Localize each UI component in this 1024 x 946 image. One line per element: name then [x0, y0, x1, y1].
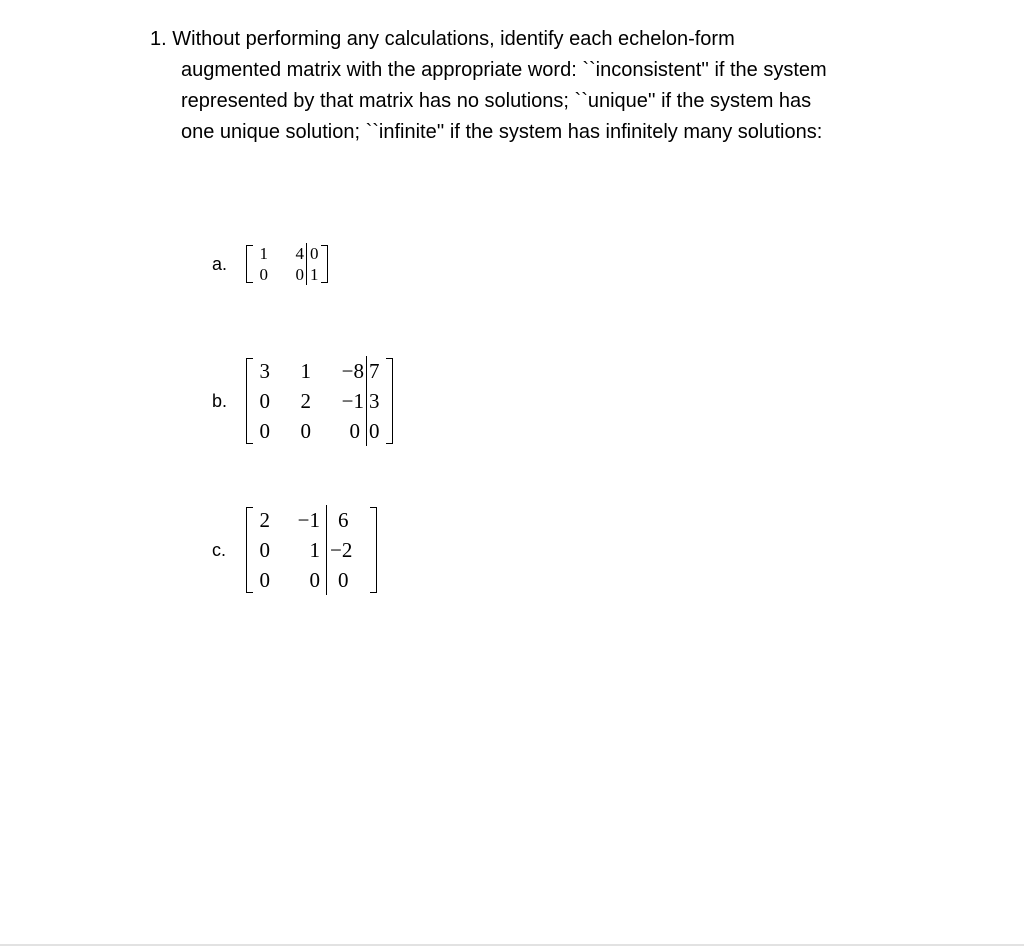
matrix-cell: 0: [295, 265, 304, 284]
matrix-cell: −2: [326, 535, 368, 565]
matrix-cell: 2: [259, 508, 270, 532]
matrix-left-bracket: [246, 358, 253, 444]
matrix-cell: 7: [366, 356, 384, 386]
matrix-cell: 0: [309, 568, 320, 592]
matrix-cell: 4: [295, 244, 304, 263]
question-text-line: represented by that matrix has no solutions; ``unique'' if the system has: [181, 90, 812, 112]
matrix-cell: 0: [366, 416, 384, 446]
matrix-cell: 0: [326, 565, 368, 595]
matrix-cell: −1: [341, 389, 364, 413]
part-label: c.: [212, 539, 227, 560]
matrix-cell: −1: [297, 508, 320, 532]
question-text-line: one unique solution; ``infinite'' if the system has infinitely many solutions:: [181, 121, 823, 143]
augmented-matrix-b: [246, 356, 393, 446]
matrix-right-bracket: [321, 245, 328, 283]
matrix-cell: 0: [259, 538, 270, 562]
matrix-cell: 3: [366, 386, 384, 416]
matrix-left-bracket: [246, 507, 253, 593]
matrix-cell: 0: [306, 243, 322, 264]
question-number: 1.: [150, 28, 167, 50]
matrix-cell: 0: [259, 419, 270, 443]
matrix-left-bracket: [246, 245, 253, 283]
matrix-cell: 0: [300, 419, 311, 443]
part-label: b.: [212, 390, 228, 411]
matrix-cell: −8: [341, 359, 364, 383]
matrix-cell: 2: [300, 389, 311, 413]
matrix-right-bracket: [370, 507, 377, 593]
part-a: [212, 243, 328, 285]
question-text-line: Without performing any calculations, identify each echelon-form: [172, 28, 735, 50]
matrix-cell: 1: [300, 359, 311, 383]
part-b: [212, 356, 393, 446]
matrix-cell: 1: [306, 264, 322, 285]
part-label: a.: [212, 253, 228, 274]
matrix-cell: 6: [326, 505, 368, 535]
matrix-cell: 1: [309, 538, 320, 562]
matrix-cell: 0: [259, 265, 268, 284]
matrix-cell: 0: [349, 419, 360, 443]
question-line-1: [150, 24, 910, 55]
matrix-right-bracket: [386, 358, 393, 444]
matrix-cell: 3: [259, 359, 270, 383]
augmented-matrix-a: [246, 243, 328, 285]
matrix-cell: 0: [259, 389, 270, 413]
part-c: [212, 505, 377, 595]
matrix-cell: 1: [259, 244, 268, 263]
matrix-cell: 0: [259, 568, 270, 592]
augmented-matrix-c: [246, 505, 377, 595]
question-text-line: augmented matrix with the appropriate word: ``inconsistent'' if the system: [181, 59, 827, 81]
question-1: [150, 24, 910, 148]
